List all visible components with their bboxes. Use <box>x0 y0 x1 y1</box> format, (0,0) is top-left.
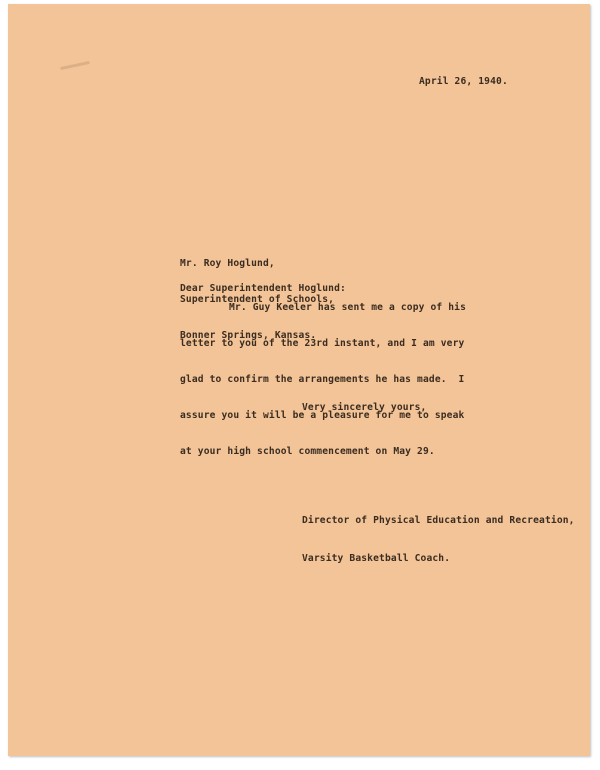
paper-mark <box>60 61 90 70</box>
body-line: at your high school commencement on May 29. <box>180 446 435 457</box>
letter-date: April 26, 1940. <box>419 76 508 87</box>
address-line: Superintendent of Schools, <box>180 294 335 305</box>
body-first-line: Mr. Guy Keeler has sent me a copy of his <box>229 302 467 313</box>
signature-block <box>302 490 575 590</box>
salutation: Dear Superintendent Hoglund: <box>180 283 346 294</box>
complimentary-close: Very sincerely yours, <box>302 402 427 413</box>
address-line: Bonner Springs, Kansas. <box>180 330 317 341</box>
body-line: glad to confirm the arrangements he has made. I <box>180 374 465 385</box>
signature-title: Varsity Basketball Coach. <box>302 552 451 564</box>
address-line: Mr. Roy Hoglund, <box>180 258 275 269</box>
body-line: letter to you of the 23rd instant, and I am very <box>180 338 465 349</box>
letter-body <box>180 314 464 482</box>
body-line: assure you it will be a pleasure for me to speak <box>180 410 465 421</box>
letter-page <box>8 4 590 756</box>
signature-title: Director of Physical Education and Recreation, <box>302 515 575 526</box>
